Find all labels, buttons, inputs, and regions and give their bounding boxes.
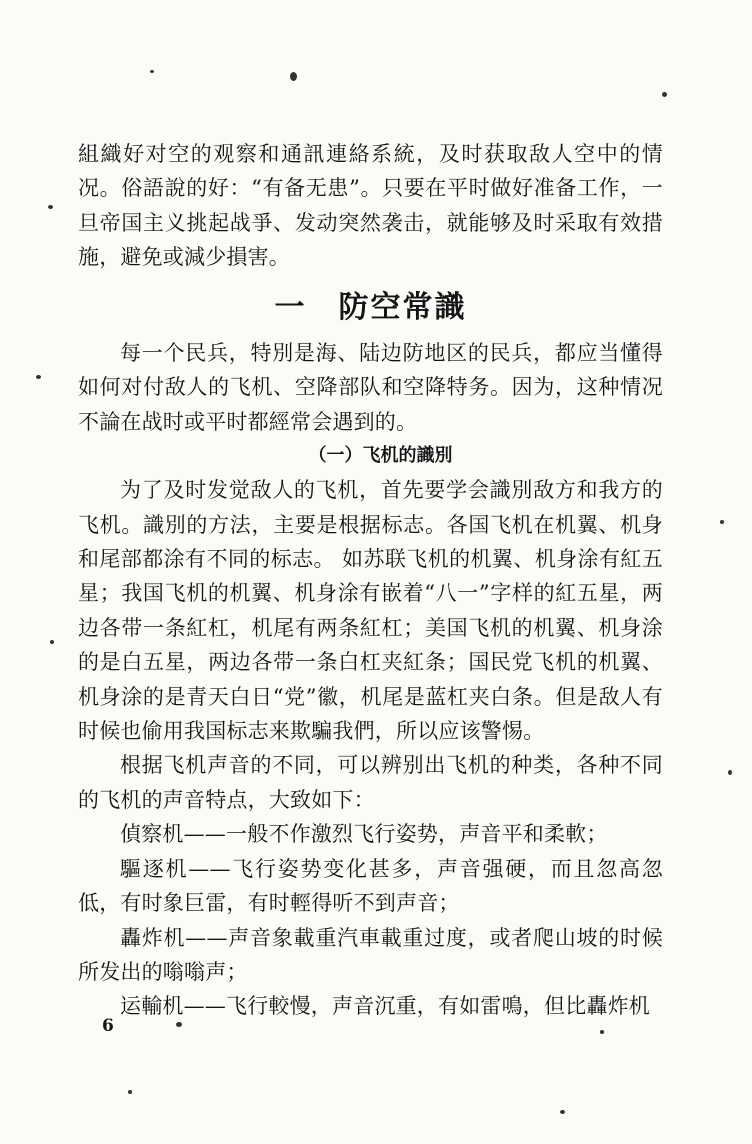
scan-speck [36, 375, 41, 379]
top-text-block [78, 137, 663, 275]
scan-speck [600, 1030, 604, 1034]
scan-speck [290, 72, 297, 81]
body-paragraph: 驅逐机——飞行姿势变化甚多，声音强硬，而且忽高忽低，有时象巨雷，有时輕得听不到声音； [78, 856, 663, 916]
scan-speck [50, 640, 54, 644]
section-title: 一 防空常識 [274, 290, 467, 325]
body-text-block [78, 336, 663, 1024]
scan-speck [150, 70, 154, 73]
intro-paragraph: 每一个民兵，特別是海、陆边防地区的民兵，都应当懂得如何对付敌人的飞机、空降部队和空降特务。因为，这种情况不論在战时或平时都經常会遇到的。 [78, 341, 663, 434]
body-paragraph: 根据飞机声音的不同，可以辨别出飞机的种类，各种不同的飞机的声音特点，大致如下： [78, 753, 663, 812]
body-paragraph: 运輸机——飞行較慢，声音沉重，有如雷鳴，但比轟炸机 [120, 994, 650, 1019]
scan-speck [728, 770, 732, 775]
scan-speck [662, 92, 667, 97]
scan-speck [720, 520, 724, 524]
body-paragraph: 偵察机——一般不作激烈飞行姿势，声音平和柔軟； [120, 822, 608, 847]
scan-speck [128, 1090, 132, 1094]
page-number: 6 [102, 1016, 114, 1036]
body-paragraph: 轟炸机——声音象載重汽車載重过度，或者爬山坡的时候所发出的嗡嗡声； [78, 925, 663, 984]
subsection-title: （一）飞机的識別 [308, 445, 453, 467]
scan-speck [48, 205, 53, 209]
continuation-paragraph: 組織好对空的观察和通訊連絡系統，及时获取敌人空中的情况。俗語說的好：“有备无患”。只要在平时做好准备工作，一旦帝国主义挑起战爭、发动突然袭击，就能够及时采取有效措施，避免或減少損害。 [78, 142, 663, 270]
body-paragraph: 为了及时发觉敌人的飞机，首先要学会識別敌方和我方的飞机。識別的方法，主要是根据标志。各国飞机在机翼、机身和尾部都涂有不同的标志。 如苏联飞机的机翼、机身涂有紅五星；我国飞机的机翼、机身涂有嵌着“八一”字样的紅五星，两边各带一条紅杠，机尾有两条紅杠；美国飞机的机翼、机身涂的是白五星，两边各带一条白杠夹紅条；国民党飞机的机翼、机身涂的是青天白日“党”徽，机尾是蓝杠夹白条。但是敌人有时候也偷用我国标志来欺騙我們，所以应该警惕。 [78, 478, 663, 744]
scan-speck [560, 1110, 565, 1114]
